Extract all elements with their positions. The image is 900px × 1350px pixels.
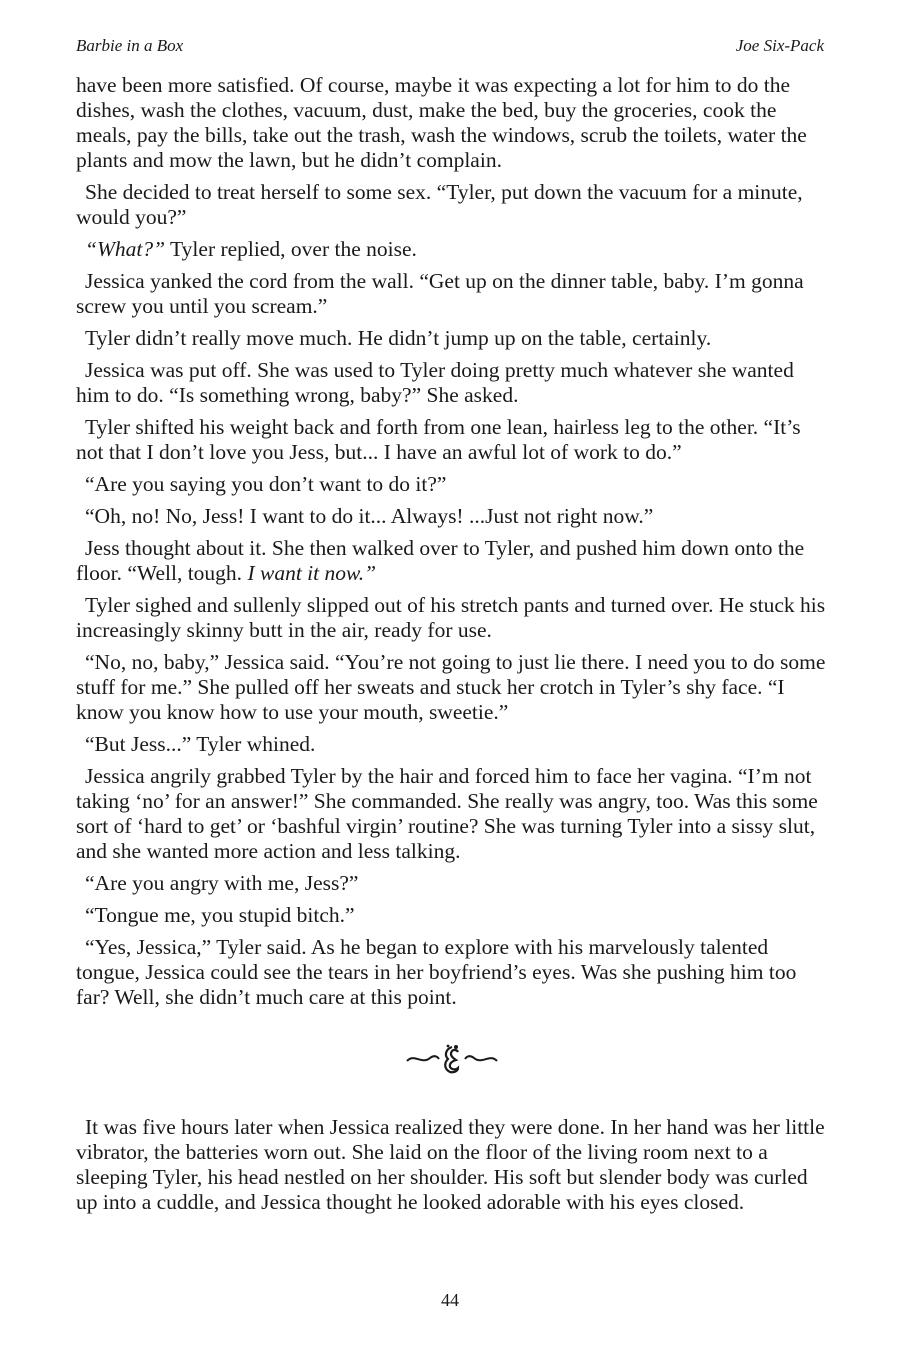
paragraph <box>76 326 828 351</box>
paragraph <box>76 269 828 319</box>
paragraph <box>76 732 828 757</box>
paragraph <box>76 764 828 864</box>
paragraph <box>76 504 828 529</box>
paragraph <box>76 415 828 465</box>
paragraph-text: Jessica angrily grabbed Tyler by the hair and forced him to face her vagina. “I’m not taking ‘no’ for an answer!” She commanded. She really was angry, too. Was this some sort of ‘hard to get’ or ‘bashful virgin’ routine? She was turning Tyler into a sissy slut, and she wanted more action and less talking. <box>76 764 818 863</box>
paragraph <box>76 871 828 896</box>
paragraph <box>76 358 828 408</box>
paragraph-text: “Are you saying you don’t want to do it?” <box>85 472 447 496</box>
header-author: Joe Six-Pack <box>735 36 824 55</box>
paragraph-text: Tyler sighed and sullenly slipped out of his stretch pants and turned over. He stuck his increasingly skinny butt in the air, ready for use. <box>76 593 826 642</box>
paragraph <box>76 180 828 230</box>
paragraph-text: Jess thought about it. She then walked over to Tyler, and pushed him down onto the floor. “Well, tough. <box>76 536 805 585</box>
italic-text: “What?” <box>85 237 166 261</box>
body-text <box>76 73 828 1222</box>
scroll-flourish-divider-icon <box>404 1041 500 1075</box>
paragraph-text: “But Jess...” Tyler whined. <box>85 732 316 756</box>
paragraph-text: She decided to treat herself to some sex. “Tyler, put down the vacuum for a minute, would you?” <box>76 180 803 229</box>
italic-text: I want it now.” <box>247 561 377 585</box>
paragraph-text: Jessica yanked the cord from the wall. “Get up on the dinner table, baby. I’m gonna screw you until you scream.” <box>76 269 804 318</box>
paragraph-text: Tyler didn’t really move much. He didn’t jump up on the table, certainly. <box>85 326 712 350</box>
running-header <box>76 36 824 58</box>
paragraph-text: “Oh, no! No, Jess! I want to do it... Always! ...Just not right now.” <box>85 504 654 528</box>
paragraph-text: Jessica was put off. She was used to Tyler doing pretty much whatever she wanted him to do. “Is something wrong, baby?” She asked. <box>76 358 794 407</box>
section-break <box>76 1027 828 1088</box>
paragraph <box>76 650 828 725</box>
header-book-title: Barbie in a Box <box>76 36 184 55</box>
paragraph <box>76 1115 828 1215</box>
text-section-a <box>76 73 828 1010</box>
text-section-b <box>76 1115 828 1215</box>
paragraph-text: “Tongue me, you stupid bitch.” <box>85 903 355 927</box>
paragraph-text: Tyler replied, over the noise. <box>165 237 417 261</box>
paragraph <box>76 536 828 586</box>
paragraph-text: Tyler shifted his weight back and forth from one lean, hairless leg to the other. “It’s not that I don’t love you Jess, but... I have an awful lot of work to do.” <box>76 415 801 464</box>
paragraph-text: “No, no, baby,” Jessica said. “You’re not going to just lie there. I need you to do some stuff for me.” She pulled off her sweats and stuck her crotch in Tyler’s shy face. “I know you know how to use your mouth, sweetie.” <box>76 650 826 724</box>
page-number: 44 <box>441 1290 459 1310</box>
paragraph <box>76 472 828 497</box>
paragraph-text: have been more satisfied. Of course, maybe it was expecting a lot for him to do the dishes, wash the clothes, vacuum, dust, make the bed, buy the groceries, cook the meals, pay the bills, take out the trash, wash the windows, scrub the toilets, water the plants and mow the lawn, but he didn’t complain. <box>76 73 807 172</box>
paragraph <box>76 73 828 173</box>
paragraph <box>76 903 828 928</box>
paragraph-text: “Are you angry with me, Jess?” <box>85 871 359 895</box>
paragraph-text: “Yes, Jessica,” Tyler said. As he began to explore with his marvelously talented tongue, Jessica could see the tears in her boyfriend’s eyes. Was she pushing him too far? Well, she didn’t much care at this point. <box>76 935 797 1009</box>
paragraph-text: It was five hours later when Jessica realized they were done. In her hand was her little vibrator, the batteries worn out. She laid on the floor of the living room next to a sleeping Tyler, his head nestled on her shoulder. His soft but slender body was curled up into a cuddle, and Jessica thought he looked adorable with his eyes closed. <box>76 1115 825 1214</box>
paragraph <box>76 593 828 643</box>
paragraph <box>76 237 828 262</box>
paragraph <box>76 935 828 1010</box>
